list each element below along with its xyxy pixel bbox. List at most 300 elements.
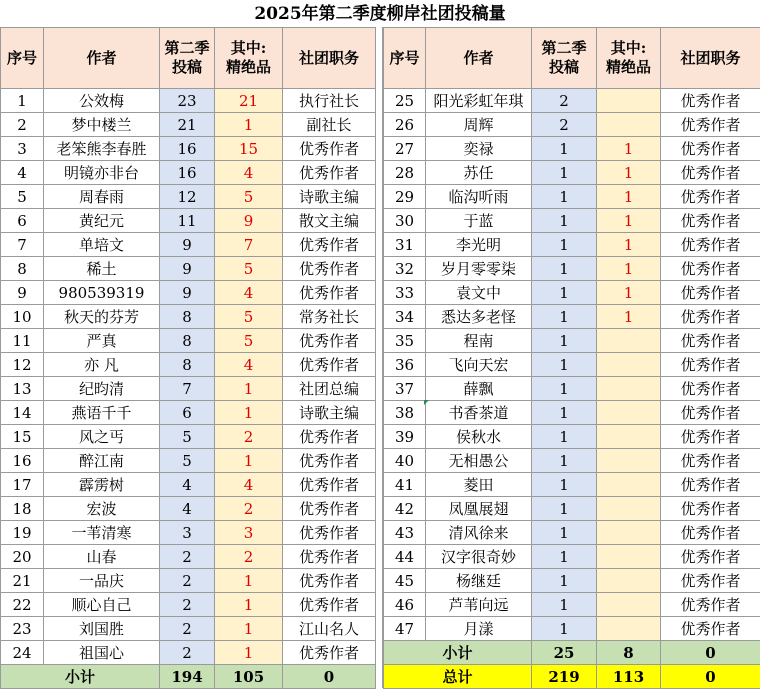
row-fine	[597, 425, 661, 449]
row-author: 宏波	[44, 497, 160, 521]
row-seq: 32	[384, 257, 426, 281]
row-author: 980539319	[44, 281, 160, 305]
row-seq: 16	[1, 449, 44, 473]
row-seq: 36	[384, 353, 426, 377]
row-submissions: 1	[532, 401, 597, 425]
row-seq: 40	[384, 449, 426, 473]
row-author: 纪昀清	[44, 377, 160, 401]
row-submissions: 16	[160, 137, 215, 161]
left-subtotal-row	[1, 665, 376, 689]
row-author: 梦中楼兰	[44, 113, 160, 137]
row-fine	[597, 113, 661, 137]
grand-total-submissions: 219	[532, 665, 597, 689]
row-submissions: 1	[532, 329, 597, 353]
row-author: 严真	[44, 329, 160, 353]
row-seq: 30	[384, 209, 426, 233]
table-row	[384, 353, 760, 377]
table-row	[1, 449, 376, 473]
row-submissions: 1	[532, 377, 597, 401]
table-row	[1, 473, 376, 497]
row-seq: 21	[1, 569, 44, 593]
row-seq: 41	[384, 473, 426, 497]
table-row	[384, 113, 760, 137]
grand-total-label: 总计	[384, 665, 532, 689]
row-fine: 1	[215, 617, 283, 641]
row-seq: 43	[384, 521, 426, 545]
row-seq: 3	[1, 137, 44, 161]
table-row	[1, 185, 376, 209]
table-row	[384, 617, 760, 641]
row-author: 岁月零零柒	[426, 257, 532, 281]
row-fine: 1	[215, 449, 283, 473]
left-table-body	[1, 89, 376, 665]
left-table	[0, 27, 376, 689]
row-fine: 1	[597, 257, 661, 281]
table-row	[384, 161, 760, 185]
left-subtotal-submissions: 194	[160, 665, 215, 689]
row-fine: 1	[215, 113, 283, 137]
row-fine: 4	[215, 473, 283, 497]
right-table-body	[384, 89, 760, 641]
row-author: 于蓝	[426, 209, 532, 233]
row-role: 优秀作者	[283, 257, 376, 281]
row-fine: 7	[215, 233, 283, 257]
table-row	[1, 89, 376, 113]
row-role: 优秀作者	[661, 617, 760, 641]
table-row	[384, 497, 760, 521]
table-row	[1, 641, 376, 665]
row-author: 苏任	[426, 161, 532, 185]
row-author: 月漾	[426, 617, 532, 641]
row-seq: 33	[384, 281, 426, 305]
table-row	[384, 449, 760, 473]
right-subtotal-submissions: 25	[532, 641, 597, 665]
row-role: 优秀作者	[283, 233, 376, 257]
row-seq: 15	[1, 425, 44, 449]
row-role: 优秀作者	[661, 209, 760, 233]
row-role: 优秀作者	[283, 137, 376, 161]
row-role: 优秀作者	[283, 161, 376, 185]
header-role: 社团职务	[661, 28, 760, 89]
row-role: 优秀作者	[661, 521, 760, 545]
row-author: 醉江南	[44, 449, 160, 473]
row-fine: 3	[215, 521, 283, 545]
row-author: 山春	[44, 545, 160, 569]
row-role: 优秀作者	[661, 593, 760, 617]
row-submissions: 1	[532, 473, 597, 497]
table-row	[1, 353, 376, 377]
header-fine-line1: 其中:	[611, 39, 647, 57]
row-seq: 44	[384, 545, 426, 569]
row-fine: 4	[215, 281, 283, 305]
row-role: 优秀作者	[661, 449, 760, 473]
row-role: 优秀作者	[283, 545, 376, 569]
table-row	[384, 209, 760, 233]
row-fine	[597, 497, 661, 521]
row-role: 优秀作者	[283, 497, 376, 521]
row-seq: 9	[1, 281, 44, 305]
sheet-title: 2025年第二季度柳岸社团投稿量	[0, 0, 760, 28]
row-author: 风之丐	[44, 425, 160, 449]
row-author: 秋天的芬芳	[44, 305, 160, 329]
row-seq: 23	[1, 617, 44, 641]
row-fine: 1	[215, 401, 283, 425]
table-row	[1, 161, 376, 185]
row-seq: 42	[384, 497, 426, 521]
row-seq: 25	[384, 89, 426, 113]
row-submissions: 1	[532, 545, 597, 569]
row-role: 优秀作者	[661, 473, 760, 497]
table-row	[1, 617, 376, 641]
header-fine	[597, 28, 661, 89]
row-role: 散文主编	[283, 209, 376, 233]
row-submissions: 1	[532, 521, 597, 545]
header-fine	[215, 28, 283, 89]
row-seq: 27	[384, 137, 426, 161]
row-role: 优秀作者	[661, 569, 760, 593]
row-role: 优秀作者	[283, 473, 376, 497]
row-submissions: 8	[160, 329, 215, 353]
row-seq: 39	[384, 425, 426, 449]
row-submissions: 1	[532, 425, 597, 449]
right-subtotal-row	[384, 641, 760, 665]
table-row	[384, 569, 760, 593]
row-submissions: 6	[160, 401, 215, 425]
row-fine	[597, 593, 661, 617]
row-author: 袁文中	[426, 281, 532, 305]
row-seq: 2	[1, 113, 44, 137]
row-fine: 1	[597, 209, 661, 233]
row-fine: 4	[215, 353, 283, 377]
row-seq: 46	[384, 593, 426, 617]
row-fine: 1	[597, 281, 661, 305]
row-submissions: 23	[160, 89, 215, 113]
row-role: 社团总编	[283, 377, 376, 401]
row-submissions: 1	[532, 137, 597, 161]
table-row	[1, 233, 376, 257]
row-role: 优秀作者	[661, 185, 760, 209]
row-fine	[597, 401, 661, 425]
row-role: 优秀作者	[283, 353, 376, 377]
row-author: 一品庆	[44, 569, 160, 593]
row-submissions: 2	[160, 593, 215, 617]
grand-total-fine: 113	[597, 665, 661, 689]
row-author: 祖国心	[44, 641, 160, 665]
table-row	[1, 425, 376, 449]
row-role: 优秀作者	[661, 545, 760, 569]
row-role: 优秀作者	[283, 521, 376, 545]
grand-total-role: 0	[661, 665, 760, 689]
row-role: 副社长	[283, 113, 376, 137]
row-fine: 5	[215, 257, 283, 281]
row-fine: 5	[215, 305, 283, 329]
header-submissions-line2: 投稿	[172, 58, 202, 76]
table-row	[384, 185, 760, 209]
row-author: 公效梅	[44, 89, 160, 113]
row-role: 优秀作者	[283, 329, 376, 353]
row-author: 李光明	[426, 233, 532, 257]
row-seq: 14	[1, 401, 44, 425]
row-author: 汉字很奇妙	[426, 545, 532, 569]
table-row	[1, 113, 376, 137]
table-row	[384, 305, 760, 329]
table-row	[384, 329, 760, 353]
header-submissions	[160, 28, 215, 89]
row-role: 常务社长	[283, 305, 376, 329]
row-seq: 45	[384, 569, 426, 593]
row-role: 优秀作者	[661, 497, 760, 521]
row-role: 优秀作者	[661, 161, 760, 185]
row-submissions: 1	[532, 569, 597, 593]
row-author: 黄纪元	[44, 209, 160, 233]
left-subtotal-label: 小计	[1, 665, 160, 689]
row-role: 优秀作者	[661, 425, 760, 449]
row-role: 江山名人	[283, 617, 376, 641]
table-row	[384, 593, 760, 617]
row-submissions: 1	[532, 257, 597, 281]
row-fine: 2	[215, 425, 283, 449]
table-row	[1, 281, 376, 305]
row-seq: 22	[1, 593, 44, 617]
row-submissions: 1	[532, 281, 597, 305]
row-submissions: 1	[532, 617, 597, 641]
table-row	[1, 593, 376, 617]
row-fine	[597, 329, 661, 353]
table-row	[1, 257, 376, 281]
row-fine	[597, 473, 661, 497]
row-seq: 35	[384, 329, 426, 353]
row-fine: 1	[597, 185, 661, 209]
table-row	[1, 377, 376, 401]
row-seq: 5	[1, 185, 44, 209]
row-role: 优秀作者	[661, 401, 760, 425]
row-author: 阳光彩虹年琪	[426, 89, 532, 113]
right-subtotal-role: 0	[661, 641, 760, 665]
row-role: 诗歌主编	[283, 185, 376, 209]
header-fine-line1: 其中:	[231, 39, 267, 57]
row-author: 稀土	[44, 257, 160, 281]
row-author: 临沟听雨	[426, 185, 532, 209]
row-role: 优秀作者	[283, 593, 376, 617]
table-row	[384, 89, 760, 113]
row-seq: 24	[1, 641, 44, 665]
row-fine: 1	[597, 305, 661, 329]
header-submissions-line2: 投稿	[549, 58, 579, 76]
row-seq: 8	[1, 257, 44, 281]
row-fine	[597, 377, 661, 401]
row-fine	[597, 89, 661, 113]
header-seq: 序号	[1, 28, 44, 89]
row-fine: 2	[215, 545, 283, 569]
row-fine: 1	[215, 641, 283, 665]
table-row	[1, 401, 376, 425]
row-submissions: 1	[532, 305, 597, 329]
table-row	[384, 401, 760, 425]
row-author: 飞向天宏	[426, 353, 532, 377]
row-author: 程南	[426, 329, 532, 353]
table-row	[384, 473, 760, 497]
header-author: 作者	[44, 28, 160, 89]
row-role: 优秀作者	[661, 113, 760, 137]
row-author: 燕语千千	[44, 401, 160, 425]
row-submissions: 12	[160, 185, 215, 209]
table-row	[384, 257, 760, 281]
row-seq: 31	[384, 233, 426, 257]
row-role: 优秀作者	[661, 281, 760, 305]
header-submissions	[532, 28, 597, 89]
row-author: 单培文	[44, 233, 160, 257]
row-submissions: 3	[160, 521, 215, 545]
header-seq: 序号	[384, 28, 426, 89]
row-fine: 21	[215, 89, 283, 113]
row-role: 优秀作者	[661, 89, 760, 113]
row-author: 霹雳树	[44, 473, 160, 497]
cell-comment-marker-icon	[424, 400, 429, 405]
row-seq: 28	[384, 161, 426, 185]
row-submissions: 2	[532, 113, 597, 137]
row-seq: 34	[384, 305, 426, 329]
row-submissions: 9	[160, 257, 215, 281]
row-author: 一苇清寒	[44, 521, 160, 545]
row-seq: 38	[384, 401, 426, 425]
row-author: 菱田	[426, 473, 532, 497]
right-subtotal-fine: 8	[597, 641, 661, 665]
row-seq: 6	[1, 209, 44, 233]
row-author: 顺心自己	[44, 593, 160, 617]
left-header-row	[1, 28, 376, 89]
row-seq: 26	[384, 113, 426, 137]
row-role: 优秀作者	[283, 569, 376, 593]
row-seq: 29	[384, 185, 426, 209]
left-subtotal-fine: 105	[215, 665, 283, 689]
row-role: 优秀作者	[661, 257, 760, 281]
row-role: 优秀作者	[283, 425, 376, 449]
row-submissions: 1	[532, 209, 597, 233]
row-fine	[597, 521, 661, 545]
row-fine	[597, 449, 661, 473]
row-fine: 1	[597, 137, 661, 161]
row-fine: 5	[215, 329, 283, 353]
row-author: 侯秋水	[426, 425, 532, 449]
row-fine: 1	[215, 593, 283, 617]
row-submissions: 8	[160, 353, 215, 377]
row-seq: 37	[384, 377, 426, 401]
row-seq: 4	[1, 161, 44, 185]
row-fine: 1	[597, 233, 661, 257]
row-submissions: 1	[532, 593, 597, 617]
row-fine: 15	[215, 137, 283, 161]
row-submissions: 16	[160, 161, 215, 185]
header-submissions-line1: 第二季	[164, 39, 209, 57]
row-seq: 11	[1, 329, 44, 353]
row-submissions: 2	[160, 545, 215, 569]
row-fine: 5	[215, 185, 283, 209]
row-author: 奕禄	[426, 137, 532, 161]
row-role: 优秀作者	[283, 281, 376, 305]
table-row	[384, 233, 760, 257]
table-row	[384, 137, 760, 161]
row-role: 优秀作者	[661, 353, 760, 377]
table-row	[384, 521, 760, 545]
row-role: 优秀作者	[661, 137, 760, 161]
row-role: 执行社长	[283, 89, 376, 113]
row-submissions: 1	[532, 497, 597, 521]
row-submissions: 9	[160, 281, 215, 305]
row-seq: 13	[1, 377, 44, 401]
row-submissions: 8	[160, 305, 215, 329]
row-fine: 1	[597, 161, 661, 185]
table-row	[1, 305, 376, 329]
row-fine: 1	[215, 569, 283, 593]
row-fine	[597, 545, 661, 569]
row-author: 芦苇向远	[426, 593, 532, 617]
row-author: 书香茶道	[426, 401, 532, 425]
row-seq: 20	[1, 545, 44, 569]
table-row	[1, 209, 376, 233]
row-author: 明镜亦非台	[44, 161, 160, 185]
row-submissions: 5	[160, 449, 215, 473]
row-submissions: 7	[160, 377, 215, 401]
row-submissions: 2	[160, 569, 215, 593]
header-role: 社团职务	[283, 28, 376, 89]
row-submissions: 1	[532, 185, 597, 209]
row-submissions: 2	[160, 641, 215, 665]
row-author: 周春雨	[44, 185, 160, 209]
row-submissions: 1	[532, 233, 597, 257]
row-role: 优秀作者	[661, 233, 760, 257]
table-row	[1, 569, 376, 593]
row-author: 凤凰展翅	[426, 497, 532, 521]
row-fine	[597, 617, 661, 641]
row-fine: 4	[215, 161, 283, 185]
row-submissions: 1	[532, 353, 597, 377]
table-row	[384, 425, 760, 449]
row-submissions: 5	[160, 425, 215, 449]
row-fine	[597, 353, 661, 377]
row-role: 优秀作者	[283, 449, 376, 473]
row-author: 悉达多老怪	[426, 305, 532, 329]
row-seq: 12	[1, 353, 44, 377]
row-author: 薛飘	[426, 377, 532, 401]
row-fine	[597, 569, 661, 593]
row-fine: 2	[215, 497, 283, 521]
row-seq: 7	[1, 233, 44, 257]
row-submissions: 4	[160, 497, 215, 521]
table-row	[1, 497, 376, 521]
row-author: 无相愚公	[426, 449, 532, 473]
row-role: 优秀作者	[661, 305, 760, 329]
row-submissions: 1	[532, 161, 597, 185]
table-divider	[375, 27, 383, 688]
row-submissions: 2	[532, 89, 597, 113]
left-subtotal-role: 0	[283, 665, 376, 689]
row-seq: 18	[1, 497, 44, 521]
row-seq: 47	[384, 617, 426, 641]
row-role: 优秀作者	[283, 641, 376, 665]
header-fine-line2: 精绝品	[226, 58, 271, 76]
row-role: 优秀作者	[661, 377, 760, 401]
right-table	[383, 27, 760, 689]
row-author: 杨继廷	[426, 569, 532, 593]
row-author: 周辉	[426, 113, 532, 137]
row-fine: 9	[215, 209, 283, 233]
header-author: 作者	[426, 28, 532, 89]
row-seq: 19	[1, 521, 44, 545]
header-submissions-line1: 第二季	[541, 39, 586, 57]
row-submissions: 4	[160, 473, 215, 497]
row-seq: 17	[1, 473, 44, 497]
row-author: 刘国胜	[44, 617, 160, 641]
